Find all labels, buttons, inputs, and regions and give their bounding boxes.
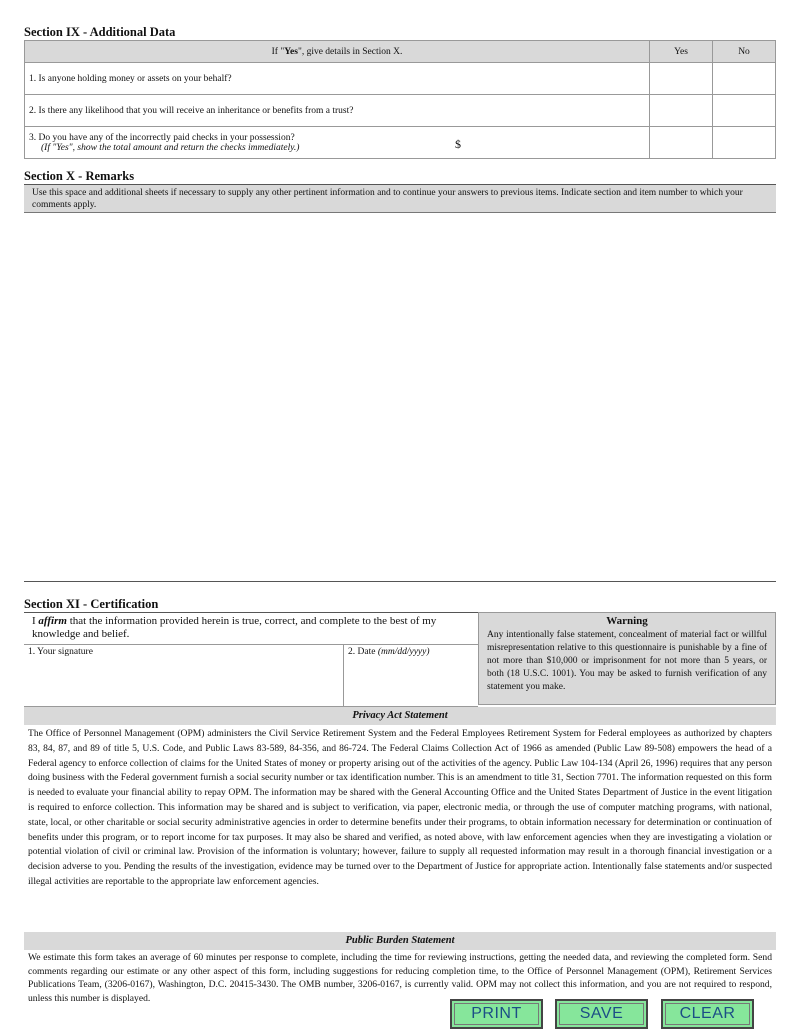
warning-text: Any intentionally false statement, concealment of material fact or willful misrepresentation relative to this questionnaire is punishable by a fine of not more than $10,000 or imprisonment for not more than 5 years, or both (18 U.S.C. 1001). You may be asked to furnish verification of any statement you make. bbox=[487, 630, 767, 692]
privacy-text: The Office of Personnel Management (OPM) administers the Civil Service Retirement System and the Federal Employees Retirement System for Federal employees as authorized by chapters 83, 84, 87, and 89 of title 5, U.S. Code, and Public Laws 83-589, 84-356, and 86-724. The Federal Claims Collection Act of 1966 as amended (Public Law 89-508) empowers the head of a Federal agency to enforce collection of claims for the United States of money or property arising out of the activities of the agency. Public Law 104-134 (April 26, 1996) requires that any person doing business with the Federal government furnish a social security number or tax identification number. This is an amendment to title 31, Section 7701. The information requested on this form is needed to evaluate your financial ability to repay OPM. The information may be shared with the General Accounting Office and the United States Department of Justice in the event litigation is required to enforce collection. This information may be shared and is subject to verification, via paper, electronic media, or through the use of computer matching programs, with national, state, local, or other charitable or social security administrative agencies in order to determine benefits under their programs, to obtain information necessary for determination or continuation of benefits under this program, or to report income for tax purposes. It may also be shared and verified, as noted above, with law enforcement agencies when they are investigating a violation or potential violation of civil or criminal law. Provision of the information is voluntary; however, failure to supply all requested information may result in a thorough financial investigation or a decision adverse to you. Pending the results of the investigation, evidence may be turned over to the Department of Justice for appropriate action. Intentionally false statements and/or suspected illegal activities are reportable to the appropriate law enforcement agencies. bbox=[28, 728, 772, 887]
col-no-header: No bbox=[713, 41, 776, 63]
section-ix-title: Section IX - Additional Data bbox=[24, 25, 176, 39]
certification-statement: I affirm that the information provided herein is true, correct, and complete to the best of my knowledge and belief. bbox=[24, 612, 478, 644]
section-ix-table bbox=[24, 40, 776, 159]
save-button[interactable]: SAVE bbox=[555, 999, 648, 1029]
question-2-no-field[interactable] bbox=[713, 95, 776, 127]
question-1-yes-field[interactable] bbox=[650, 63, 713, 95]
table-row bbox=[25, 63, 776, 95]
clear-button[interactable]: CLEAR bbox=[661, 999, 754, 1029]
section-ix-instruction: If "Yes", give details in Section X. bbox=[25, 41, 650, 63]
question-3-cell bbox=[25, 127, 650, 159]
certification-fields bbox=[24, 644, 478, 707]
question-2-text: 2. Is there any likelihood that you will receive an inheritance or benefits from a trust? bbox=[25, 95, 650, 127]
signature-label: 1. Your signature bbox=[28, 647, 93, 657]
print-button[interactable]: PRINT bbox=[450, 999, 543, 1029]
col-yes-header: Yes bbox=[650, 41, 713, 63]
question-1-text: 1. Is anyone holding money or assets on your behalf? bbox=[25, 63, 650, 95]
table-row bbox=[25, 95, 776, 127]
question-2-yes-field[interactable] bbox=[650, 95, 713, 127]
amount-field[interactable]: $ bbox=[455, 137, 461, 151]
remarks-textarea[interactable] bbox=[24, 214, 776, 580]
section-ix-header-row bbox=[25, 41, 776, 63]
warning-title: Warning bbox=[606, 615, 648, 627]
warning-box bbox=[478, 612, 776, 705]
date-label: 2. Date (mm/dd/yyyy) bbox=[348, 647, 430, 657]
divider bbox=[24, 581, 776, 582]
signature-field[interactable] bbox=[24, 645, 344, 706]
question-3-no-field[interactable] bbox=[713, 127, 776, 159]
date-field[interactable] bbox=[344, 645, 478, 706]
burden-title: Public Burden Statement bbox=[24, 932, 776, 950]
remarks-instructions: Use this space and additional sheets if necessary to supply any other pertinent information and to continue your answers to previous items. Indicate section and item number to which your comments apply. bbox=[24, 184, 776, 213]
section-x-title: Section X - Remarks bbox=[24, 169, 135, 183]
question-3-yes-field[interactable] bbox=[650, 127, 713, 159]
section-xi-title: Section XI - Certification bbox=[24, 597, 159, 611]
question-3-text: 3. Do you have any of the incorrectly paid checks in your possession? bbox=[29, 132, 295, 143]
table-row bbox=[25, 127, 776, 159]
burden-text: We estimate this form takes an average of 60 minutes per response to complete, including the time for reviewing instructions, getting the needed data, and reviewing the completed form. Send comments regarding our estimate or any other aspect of this form, including suggestions for reducing completion time, to the Office of Personnel Management (OPM), Retirement Services Publications Team, (3206-0167), Washington, D.C. 20415-3430. The OMB number, 3206-0167, is currently valid. OPM may not collect this information, and you are not required to respond, unless this number is displayed. bbox=[28, 952, 772, 1004]
question-1-no-field[interactable] bbox=[713, 63, 776, 95]
question-3-subtext: (If "Yes", show the total amount and return the checks immediately.) bbox=[41, 142, 300, 153]
privacy-title: Privacy Act Statement bbox=[24, 707, 776, 725]
